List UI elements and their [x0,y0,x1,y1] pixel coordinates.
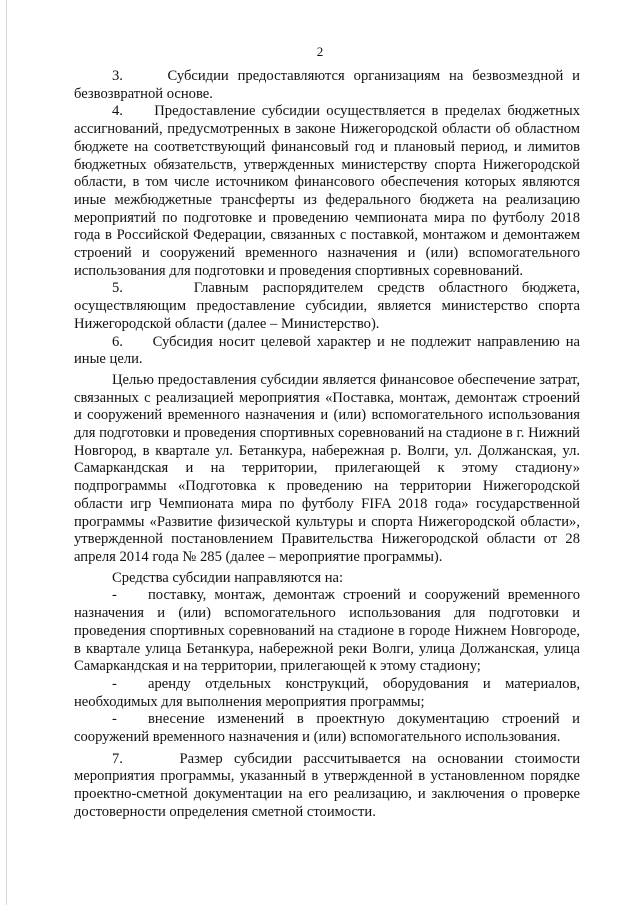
paragraph-3: 3. Субсидии предоставляются организациям на безвозмездной и безвозвратной основе. [74,68,580,102]
list-dash: - [112,587,117,604]
list-item-text: внесение изменений в проектную документацию строений и сооружений временного назначения и (или) вспомогательного использования. [74,711,580,746]
paragraph-5: 5. Главным распорядителем средств областного бюджета, осуществляющим предоставление субсидии, является министерство спорта Нижегородской области (далее – Министерство). [74,280,580,332]
scan-edge-line [6,0,7,905]
paragraph-7: 7. Размер субсидии рассчитывается на основании стоимости мероприятия программы, указанный в утвержденной в установленном порядке проектно-сметной документации на его реализацию, и заключения о проверке достоверности определения сметной стоимости. [74,750,580,820]
paragraph-6: 6. Субсидия носит целевой характер и не подлежит направлению на иные цели. [74,333,580,368]
page-number: 2 [316,44,324,59]
list-item [74,711,580,746]
paragraph-goal: Целью предоставления субсидии является финансовое обеспечение затрат, связанных с реализацией мероприятия «Поставка, монтаж, демонтаж строений и сооружений временного назначения и (или) вспомогательного использования для подготовки и проведения спортивных соревнований на стадионе в г. Нижний Новгород, в квартале ул. Бетанкура, набережная р. Волги, ул. Должанская, ул. Самаркандская и на территории, прилегающей к этому стадиону» подпрограммы «Подготовка к проведению на территории Нижегородской области игр Чемпионата мира по футболу FIFA 2018 года» государственной программы «Развитие физической культуры и спорта Нижегородской области», утвержденной постановлением Правительства Нижегородской области от 28 апреля 2014 года № 285 (далее – мероприятие программы). [74,371,580,565]
list-item [74,676,580,711]
list-item-text: аренду отдельных конструкций, оборудования и материалов, необходимых для выполнения мероприятия программы; [74,675,580,710]
paragraph-funds-intro: Средства субсидии направляются на: [112,569,344,586]
document-body [74,68,580,822]
paragraph-4: 4. Предоставление субсидии осуществляется в пределах бюджетных ассигнований, предусмотренных в законе Нижегородской области об областном бюджете на соответствующий финансовый год и плановый период, и лимитов бюджетных обязательств, утвержденных министерству спорта Нижегородской области, в том числе источником финансового обеспечения которых являются иные межбюджетные трансферты из федерального бюджета на реализацию мероприятий по подготовке и проведению чемпионата мира по футболу 2018 года в Российской Федерации, связанных с поставкой, монтажом и демонтажем строений и сооружений временного назначения и (или) вспомогательного использования для подготовки и проведения спортивных соревнований. [74,103,580,279]
list-dash: - [112,675,117,692]
list-item-text: поставку, монтаж, демонтаж строений и сооружений временного назначения и (или) вспомогательного использования для подготовки и проведения спортивных соревнований на стадионе в городе Нижнем Новгороде, в квартале улица Бетанкура, набережной реки Волги, улица Должанская, улица Самаркандская и на территории, прилегающей к этому стадиону; [74,587,580,675]
list-item [74,587,580,676]
list-dash: - [112,711,117,728]
